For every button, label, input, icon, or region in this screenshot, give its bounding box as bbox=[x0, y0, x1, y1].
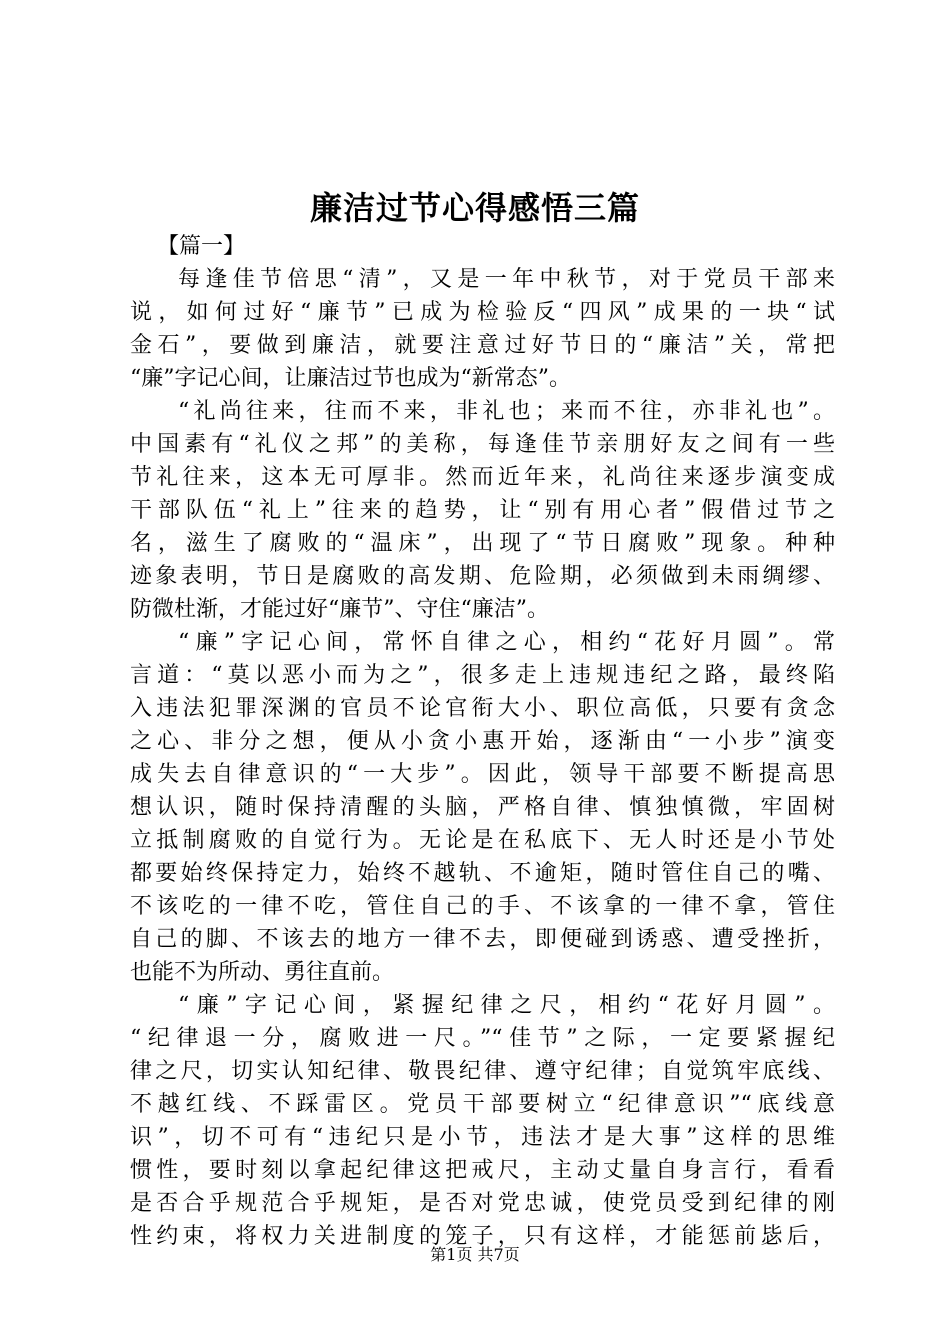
paragraph-line: 中国素有“礼仪之邦”的美称，每逢佳节亲朋好友之间有一些 bbox=[130, 432, 835, 457]
paragraph bbox=[130, 626, 835, 989]
paragraph-line: 惯性，要时刻以拿起纪律这把戒尺，主动丈量自身言行，看看 bbox=[130, 1158, 835, 1183]
section-label: 【篇一】 bbox=[157, 234, 246, 259]
paragraph-line: 迹象表明，节日是腐败的高发期、危险期，必须做到未雨绸缪、 bbox=[130, 564, 835, 589]
paragraph-line: 干部队伍“礼上”往来的趋势，让“别有用心者”假借过节之 bbox=[130, 498, 835, 523]
paragraph-line: 入违法犯罪深渊的官员不论官衔大小、职位高低，只要有贪念 bbox=[130, 696, 835, 721]
paragraph-line: 识”，切不可有“违纪只是小节，违法才是大事”这样的思维 bbox=[130, 1125, 835, 1150]
paragraph-line: 不该吃的一律不吃，管住自己的手、不该拿的一律不拿，管住 bbox=[130, 894, 835, 919]
paragraph-line: 名，滋生了腐败的“温床”，出现了“节日腐败”现象。种种 bbox=[130, 531, 835, 556]
paragraph-line: 成失去自律意识的“一大步”。因此，领导干部要不断提高思 bbox=[130, 762, 835, 787]
paragraph-line: 之心、非分之想，便从小贪小惠开始，逐渐由“一小步”演变 bbox=[130, 729, 835, 754]
paragraph-line: 立抵制腐败的自觉行为。无论是在私底下、无人时还是小节处 bbox=[130, 828, 835, 853]
paragraph-line: 防微杜渐，才能过好“廉节”、守住“廉洁”。 bbox=[130, 597, 549, 622]
paragraph-line: “廉”字记心间，让廉洁过节也成为“新常态”。 bbox=[130, 366, 571, 391]
paragraph-line: 金石”，要做到廉洁，就要注意过好节日的“廉洁”关，常把 bbox=[130, 333, 835, 358]
document-title: 廉洁过节心得感悟三篇 bbox=[309, 189, 640, 227]
paragraph-line: 不越红线、不踩雷区。党员干部要树立“纪律意识”“底线意 bbox=[130, 1092, 835, 1117]
paragraph-line: 自己的脚、不该去的地方一律不去，即便碰到诱惑、遭受挫折， bbox=[130, 927, 835, 952]
paragraph-line: 是否合乎规范合乎规矩，是否对党忠诚，使党员受到纪律的刚 bbox=[130, 1191, 835, 1216]
paragraph-list bbox=[130, 263, 835, 1253]
paragraph-line: “纪律退一分，腐败进一尺。”“佳节”之际，一定要紧握纪 bbox=[130, 1026, 835, 1051]
paragraph-line: “礼尚往来，往而不来，非礼也；来而不往，亦非礼也”。 bbox=[178, 399, 835, 424]
paragraph bbox=[130, 989, 835, 1253]
document-body bbox=[130, 230, 835, 1253]
paragraph-line: “廉”字记心间，常怀自律之心，相约“花好月圆”。常 bbox=[178, 630, 835, 655]
paragraph bbox=[130, 263, 835, 395]
paragraph-line: 都要始终保持定力，始终不越轨、不逾矩，随时管住自己的嘴、 bbox=[130, 861, 835, 886]
page-footer: 第1页 共7页 bbox=[430, 1245, 520, 1264]
paragraph-line: 也能不为所动、勇往直前。 bbox=[130, 960, 395, 985]
paragraph-line: 说，如何过好“廉节”已成为检验反“四风”成果的一块“试 bbox=[130, 300, 835, 325]
paragraph-line: 节礼往来，这本无可厚非。然而近年来，礼尚往来逐步演变成 bbox=[130, 465, 835, 490]
paragraph bbox=[130, 395, 835, 626]
paragraph-line: 性约束，将权力关进制度的笼子，只有这样，才能惩前毖后， bbox=[130, 1224, 835, 1249]
paragraph-line: 律之尺，切实认知纪律、敬畏纪律、遵守纪律；自觉筑牢底线、 bbox=[130, 1059, 835, 1084]
paragraph-line: 想认识，随时保持清醒的头脑，严格自律、慎独慎微，牢固树 bbox=[130, 795, 835, 820]
paragraph-line: “廉”字记心间，紧握纪律之尺，相约“花好月圆”。 bbox=[178, 993, 835, 1018]
paragraph-line: 每逢佳节倍思“清”，又是一年中秋节，对于党员干部来 bbox=[178, 267, 835, 292]
paragraph-line: 言道：“莫以恶小而为之”，很多走上违规违纪之路，最终陷 bbox=[130, 663, 835, 688]
